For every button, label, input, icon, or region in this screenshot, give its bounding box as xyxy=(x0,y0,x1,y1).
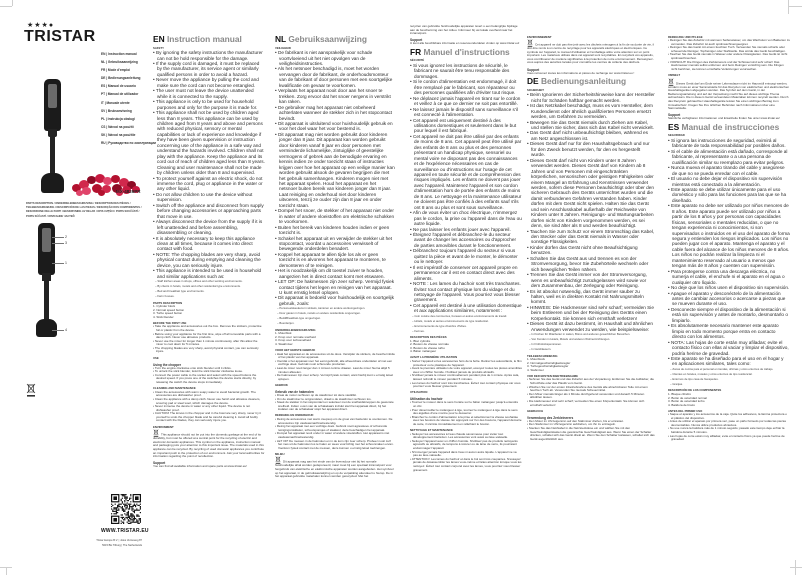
numbered-list xyxy=(153,305,265,319)
list-item: • HINWEIS: Die Hackmesser sind sehr scharf; vermeiden Sie beim Entleeren und bei der Reinigung des Geräts einen Körperkontakt. Sie können sich ernsthaft verletzen! xyxy=(527,305,655,321)
list-item: • El usuario no debe dejar el dispositivo sin supervisión mientras está conectado a la alimentación. xyxy=(668,176,790,187)
list-item: • Dieses Gerät darf nicht von Kindern unter 8 Jahren verwendet werden. Dieses Gerät darf von Kindern ab 8 Jahren und von Personen mit eingeschränkten körperlichen, sensorischen oder geistigen Fähigkeiten oder einem Mangel an Erfahrung und Kenntnissen verwendet werden, sofern diese Personen beaufsichtigt oder über den sicheren Gebrauch des Geräts unterrichtet wurden und die damit verbundenen Gefahren verstanden haben. Kinder dürfen mit dem Gerät nicht spielen. Halten Sie das Gerät und sein Anschlusskabel außerhalb der Reichweite von Kindern unter 8 Jahren. Reinigungs- und Wartungsarbeiten dürfen nicht von Kindern vorgenommen werden, es sei denn, sie sind älter als 8 und werden beaufsichtigt. xyxy=(527,158,655,229)
list-item: 1. Bloc cylindre xyxy=(410,338,431,343)
list-item: • Tauchen Sie das Gerät niemals in Wasser oder andere Flüssigkeiten. Das Gerät ist nicht spülmaschinenfest. xyxy=(668,53,790,60)
list-item: • CAUTION! The knives in the chopper and in the bowl are very sharp, never try it yourself to undo the chopper blade and be careful cleaning it. Avoid all bodily contact with the blades, they can seriously injure you. xyxy=(153,412,265,423)
section-heading: BEFORE THE FIRST USE xyxy=(153,320,187,325)
list-item: • Clean the appliance with a damp cloth. Never use harsh and abrasive cleaners, scouring pad or steel wool, which damages the device. xyxy=(153,398,265,405)
list-item: • NOTE: The chopping blades are very sharp, avoid physical contact during emptying and cleaning the device, you can seriously injure. xyxy=(153,252,265,268)
list-item: • Always disconnect the device from the supply if it is left unattended and before assembling, disassembling or cleaning. xyxy=(153,219,265,235)
parts-diagram-blender xyxy=(36,223,58,341)
logo-stars: ★★★● xyxy=(27,22,55,29)
crop-mark xyxy=(788,6,802,7)
title-text: Manuel d'instructions xyxy=(423,46,510,57)
section-heading: ONDERDELENBESCHRIJVING xyxy=(275,327,316,332)
list-item: • Cet appareil est uniquement destiné à des utilisations domestiques et seulement dans le but pour lequel il est fabriqué. xyxy=(410,118,522,134)
list-item: 1. Motorblock xyxy=(527,357,546,362)
section-heading: REINIGING EN ONDERHOUD xyxy=(275,413,314,418)
list-item: • Never immerse the device in water or any other liquid. The device is not dishwasher proof. xyxy=(153,405,265,412)
list-item: • Kinder dürfen das Gerät nicht ohne Beaufsichtigung benutzen. xyxy=(527,245,655,256)
company-address xyxy=(94,539,142,548)
bullet-list xyxy=(410,360,522,389)
bullet-list xyxy=(153,279,265,299)
bullet-list xyxy=(410,314,522,334)
list-item: • Este aparato se debe utilizar únicamente para el uso doméstico y sólo para las funciones para las que se ha diseñado. xyxy=(668,187,790,203)
list-item: • Turn the engine clockwise onto stick blender until it clicks. xyxy=(153,367,265,371)
list-item: • The user must not leave the device unattended while it is connected to the supply. xyxy=(153,88,265,99)
list-item: • Den Stabmixer im Uhrzeigersinn aufdrehen, um ihn zu entriegeln. xyxy=(527,423,655,427)
list-item: • Do not allow children to use the device without supervision. xyxy=(153,192,265,203)
weee-bin-icon xyxy=(26,383,36,397)
title-text: Manual de instrucciones xyxy=(681,121,780,132)
list-item: 4. Bâton mélangeur xyxy=(410,349,437,354)
callout-label: 2 xyxy=(65,235,67,239)
language-item: SK | Návod na použitie xyxy=(101,132,136,137)
list-item: • Ne déplacez jamais l'appareil en tirant sur le cordon et veillez à ce que ce dernier ne soit pas entortillé. xyxy=(410,96,522,107)
list-item: • If the supply cord is damaged, it must be replaced by the manufacturer, its service agent or similarly qualified persons in order to avoid a hazard. xyxy=(153,61,265,77)
section-heading: UTILISATION xyxy=(410,390,428,395)
list-item: • Cet appareil ne doit pas être utilisé par des enfants de moins de 8 ans. Cet appareil peut être utilisé par des enfants de 8 ans ou plus et des personnes présentant un handicap physique, sensoriel ou mental voire ne disposant pas des connaissances et de l'expérience nécessaires en cas de surveillance ou d'instructions sur l'usage de cet appareil en toute sécurité et de compréhension des risques impliqués. Les enfants ne doivent pas jouer avec l'appareil. Maintenez l'appareil et son cordon d'alimentation hors de portée des enfants de moins de 8 ans. Le nettoyage et la maintenance utilisateur ne doivent pas être confiés à des enfants sauf s'ils ont 8 ans ou plus et sont sous surveillance. xyxy=(410,134,522,210)
list-item: • Draai de motor rechtsom op de staafmixer tot deze vastklikt. xyxy=(275,394,395,398)
list-item: • Steek de stekker in het stopcontact en selecteer met de snelheidsknoppen de gewenste snelheid. Indien u één van de schakelaars indrukt start het apparaat direct, bij het loslaten van de schakelaar stopt het apparaat direct. xyxy=(275,401,395,412)
language-code: EN xyxy=(153,34,167,44)
paragraph: U kunt alle beschikbare informatie en reserveonderdelen vinden op www.tristar.eu! xyxy=(410,41,520,46)
list-item: • Beim Ignorieren der Sicherheitshinweise kann der Hersteller nicht für Schäden haftbar gemacht werden. xyxy=(527,92,655,103)
section-title xyxy=(275,34,395,44)
list-item: • Tauchen Sie zum Schutz vor einem Stromschlag das Kabel, den Stecker oder das Gerät niemals in Wasser oder sonstige Flüssigkeiten. xyxy=(527,229,655,245)
subheading: Gebruik van de hakmolen xyxy=(275,389,314,394)
list-item: 1. Bloque cilindro xyxy=(668,392,692,396)
list-item: • Reinig de accessoires met warm zeepsop om de groei van bacteriën te voorkomen. De accessoires zijn vaatwasmachinebestendig. xyxy=(275,418,395,425)
section-heading: ENVIRONMENT xyxy=(153,424,174,429)
list-item: 1. Cylinder block xyxy=(153,304,176,309)
list-item: – Bed and breakfast type environments. xyxy=(153,289,265,294)
section-heading: ENVIRONNEMENT xyxy=(527,34,552,39)
list-item: • VORSICHT! Die Klingen des Zerkleinerers und der Schüssel sind sehr scharf. Das Hackmesser niemals selbst entfernen und beim Reinigen vorsichtig sein. Die Klingen nicht berühren, sie können ernsthafte Verletzungen verursachen. xyxy=(668,61,790,72)
language-item: EN | Instruction manual xyxy=(101,52,137,56)
list-item: • The chopping blades are very sharp, avoid physical contact, you can seriously injure. xyxy=(153,347,265,354)
list-item: • Tournez le moteur dans le sens horaire sur le bâton mélangeur jusqu'à entendre un clic. xyxy=(410,401,522,408)
bullet-list xyxy=(527,332,655,352)
section-heading: DESCRIPCIÓN DE LOS COMPONENTES xyxy=(668,388,722,393)
list-item: – Fermes. xyxy=(410,329,522,334)
list-item: • De gebruiker mag het apparaat niet onbeheerd achterlaten wanneer de stekker zich in het stopcontact bevindt. xyxy=(275,105,395,121)
numbered-list xyxy=(410,340,522,354)
list-item: • Laat de mixer nooit langer dan 1 minuut continu draaien. Laat de mixer hierna altijd 5 minuten afkoelen. xyxy=(275,367,395,374)
list-item: – Zonas de cocina para el personal en tiendas, oficinas y otros entornos de trabajo. xyxy=(668,367,790,372)
list-item: – Farm houses. xyxy=(153,294,265,299)
bullet-list xyxy=(275,353,395,382)
list-item: – Boerderijen. xyxy=(275,321,395,326)
column-nl xyxy=(275,33,395,553)
section-heading: TEILEBESCHREIBUNG xyxy=(527,353,558,358)
language-item: IT | Manuale utente xyxy=(101,100,130,105)
list-item: • Nunca mueva el aparato tirando del cable y asegúrese de que no se pueda enredar con el cable. xyxy=(668,165,790,176)
title-text: Gebruiksaanwijzing xyxy=(288,34,367,44)
section-heading: SICHERHEIT xyxy=(527,87,544,92)
language-list xyxy=(101,50,157,147)
model-number: MX-4826PR xyxy=(116,189,141,194)
subheading: Support xyxy=(668,113,681,118)
section-heading: SÉCURITÉ xyxy=(410,58,425,63)
parts-description-heading: PARTS DESCRIPTION / ONDERDELENBESCHRIJVING / DESCRIPTION DES PIÈCES / TEILEBESCHREIBUNG / DESCRIPCIÓN DE LAS PIEZAS / DESCRIÇÃO DOS COMPONENTES / DESCRIZIONE DELLE PARTI / BESKRIVNING AV DELAR / OPIS CZĘŚCI / POPIS SOUČÁSTÍ / POPIS SÚČASTÍ / ОПИСАНИЕ ЧАСТЕЙ xyxy=(26,202,142,218)
list-item: – Coin cuisine des commerces, bureaux et autres environnements de travail. xyxy=(410,314,522,319)
subheading: Support xyxy=(153,461,166,466)
bullet-list xyxy=(275,50,395,306)
list-item: 4. Staafmixer xyxy=(275,341,293,346)
list-item: 2. Bouton de vitesse normale xyxy=(410,342,449,347)
list-item: • NOTE : Les lames du hachoir sont très tranchantes. Évitez tout contact physique lors du vidage et du nettoyage de l'appareil. Vous pourriez vous blesser gravement. xyxy=(410,281,522,303)
list-item: • LET OP: De hakmessen zijn zeer scherp. Vermijd fysiek contact tijdens het legen en reinigen van het apparaat. U kunt ernstig letsel oplopen. xyxy=(275,279,395,295)
list-item: – Door gasten in hotels, motels en andere residentiële omgevingen. xyxy=(275,311,395,316)
list-item: • Ne laissez jamais le dispositif sans surveillance s'il est connecté à l'alimentation. xyxy=(410,107,522,118)
list-item: • By ignoring the safety instructions the manufacturer can not be hold responsible for the damage. xyxy=(153,50,265,61)
subheading: Verwendung des Zerkleinerers xyxy=(527,415,574,420)
list-item: • This appliance shall not be used by children aged less than 8 years. This appliance can be used by children aged from 8 years and above and persons with reduced physical, sensory or mental capabilities or lack of experience and knowledge if they have been given supervision or instruction concerning use of the appliance in a safe way and understand the hazards involved. Children shall not play with the appliance. Keep the appliance and its cord out of reach of children aged less than 8 years. Cleaning and user maintenance shall not be made by children unless older than 8 and supervised. xyxy=(153,110,265,175)
language-item: NL | Gebruiksaanwijzing xyxy=(101,60,138,65)
environment-text: This appliance should not be put into the domestic garbage at the end of its durability, but must be offered at a central point for the recycling of electric and electronic domestic appliances. This symbol on the appliance, instruction manual and packaging puts your attention to this important issue. The materials used in this appliance can be recycled. By recycling of used domestic appliances you contribute an important push to the protection of our environment. Ask your local authorities for information regarding the point of recollection. xyxy=(153,429,265,459)
list-item: • Pour déverrouiller le mélangeur à tige, tournez le mélangeur à tige dans le sens des aiguilles d'une montre pour le desserrer. xyxy=(410,409,522,416)
column-es xyxy=(668,33,790,553)
address-line: 5015 BH Tilburg | The Netherlands xyxy=(102,543,142,547)
berry xyxy=(76,190,83,196)
list-item: • Het is noodzakelijk om dit toestel zuiver te houden, aangezien het in direct contact komt met etswaren. xyxy=(275,268,395,279)
list-item: • Dompel het snoer, de stekker of het apparaat niet onder in water of andere vloeistoffen om elektrische schokken te voorkomen. xyxy=(275,208,395,224)
list-item: • Die Hackmesser sind sehr scharf; vermeiden Sie einen Körperkontakt. Sie können sich ernsthaft verletzen! xyxy=(527,400,655,407)
list-item: • Bewegen Sie das Gerät niemals durch Ziehen am Kabel, und stellen Sie sicher, dass sich das Kabel nicht verwickelt. xyxy=(527,120,655,131)
list-item: • Trennen Sie das Gerät immer von der Stromversorgung, wenn es unbeaufsichtigt zurückgelassen wird sowie vor dem Zusammenbau, der Zerlegung oder Reinigung. xyxy=(527,272,655,288)
subheading: Support xyxy=(410,38,423,43)
list-item: • To protect yourself against an electric shock, do not immerse the cord, plug or appliance in the water or any other liquid. xyxy=(153,176,265,192)
section-title xyxy=(153,34,265,44)
bullet-list xyxy=(668,413,790,442)
list-item: • Dit apparaat is bedoeld voor huishoudelijk en soortgelijk gebruik, zoals: xyxy=(275,295,395,306)
list-item: • Branchez le cordon d'alimentation à la prise et sélectionnez la vitesse souhaitée avec les boutons de vitesse. En appuyant sur l'un des boutons, l'appareil démarre de suite, il s'arrête immédiatement en relâchant le bouton. xyxy=(410,416,522,427)
list-item: • Débranchez toujours l'appareil du secteur si vous quittez la pièce et avant de le monter, le démonter ou le nettoyer. xyxy=(410,248,522,264)
list-item: 1. Motorblok xyxy=(275,331,292,336)
list-item: – Bed&Breakfast-type omgevingen. xyxy=(275,316,395,321)
list-item: • Als het netsnoer beschadigd is, moet het worden vervangen door de fabrikant, de onderhoudsmonteur van de fabrikant of door personen met een soortgelijke kwalificatie om gevaar te voorkomen. xyxy=(275,66,395,88)
list-item: • No deje que los niños usen el dispositivo sin supervisión. xyxy=(668,285,790,290)
list-item: • Ne pas laisser les enfants jouer avec l'appareil. xyxy=(410,227,522,232)
list-item: – Personeelskeukens in winkels, kantoren en andere werkomgevingen. xyxy=(275,306,395,311)
list-item: • Nettoyez l'appareil avec un chiffon humide. N'utilisez pas de produits nettoyants agressifs ou abrasifs, de tampons à récurer ou de laine de verre, ils pourraient endommager l'appareil. xyxy=(410,440,522,451)
bullet-list xyxy=(153,391,265,423)
brand-name: TRISTAR xyxy=(24,28,96,45)
subheading: Using the chopper xyxy=(153,362,181,367)
list-item: • Avant la première utilisation de votre appareil, essuyez toutes les pièces amovibles avec un chiffon humide. N'utilisez jamais de produits abrasifs. xyxy=(410,367,522,374)
language-code: NL xyxy=(275,34,289,44)
crop-mark xyxy=(0,6,12,7)
section-heading: DESCRIPTION DES PIÈCES xyxy=(410,335,447,340)
callout-label: 4 xyxy=(65,328,67,332)
title-text: Instruction manual xyxy=(166,34,242,44)
weee-bin-icon xyxy=(668,78,674,86)
list-item: • Before using your appliance for the first time, wipe off all removable parts with a damp cloth. Never use abrasive products. xyxy=(153,333,265,340)
list-item: • Buiten het bereik van kinderen houden indien er geen toezicht is. xyxy=(275,225,395,236)
paragraph: Vous retrouvez toutes les informations et pièces de rechange sur www.tristar.eu ! xyxy=(527,70,635,75)
environment-text: Cet appareil ne doit pas être jeté avec les déchets ménagers à la fin de sa durée de vie, il doit être remis à un centre de recyclage pour les appareils électriques et électroniques. Ce symbole sur l'appareil, le manuel d'utilisation et l'emballage attire votre attention sur un point important. Les matériaux utilisés dans cet appareil sont recyclables. En recyclant vos appareils, vous contribuerez de manière significative à la protection de notre environnement. Renseignez-vous auprès des autorités locales pour connaître les centres de collecte des déchets. xyxy=(527,39,655,65)
list-item: • Koppel het apparaat te allen tijde los als er geen toezicht is en alvorens het apparaat te monteren, te demonteren of te reinigen. xyxy=(275,252,395,268)
list-item: • Switch off the appliance and disconnect from supply before changing accessories or approaching parts that move in use. xyxy=(153,203,265,219)
list-item: • Connect the power cable to the socket and select with the speed buttons the desired speed. If you press one of the switches the device starts directly, by releasing the switch the device stops immediately. xyxy=(153,374,265,385)
list-item: 3. Botón de velocidad turbo xyxy=(668,399,705,403)
bullet-list xyxy=(668,367,790,387)
berry xyxy=(82,187,91,195)
list-item: • Dompel het apparaat nooit onder in water of andere vloeistoffen. Het apparaat is niet vaatwasmachinebestendig. xyxy=(275,432,395,439)
list-item: • Saque el aparato y los accesorios de la caja. Quite los adhesivos, la lámina protectora o el plástico del dispositivo. xyxy=(668,413,790,420)
list-item: – Hôtels, motels et autres environnements de type résidentiel. xyxy=(410,319,522,324)
bullet-list xyxy=(153,325,265,354)
list-item: • Schakel het apparaat uit en verwijder de stekker uit het stopcontact, voordat u accessoires verwisselt of bewegende onderdelen benadert. xyxy=(275,236,395,252)
list-item: • Om de staafmixer te ontgrendelen, draait u de staafmixer rechtsom los. xyxy=(275,398,395,402)
section-heading: AVANT LA PREMIÈRE UTILISATION xyxy=(410,355,458,360)
section-heading: SAFETY xyxy=(153,45,165,50)
paragraph: Sämtliche verfügbaren Informationen und Ersatzteile finden Sie unter www.tristar.eu! xyxy=(668,116,781,121)
list-item: – Von Kunden in Hotels, Motels und anderen Wohneinrichtungen. xyxy=(527,337,655,342)
list-item: • Si vous ignorez les instructions de sécurité, le fabricant ne saurait être tenu responsable des dommages. xyxy=(410,63,522,79)
list-item: • NOTA: Las hojas de corte están muy afiladas; evite el contacto físico con ellas al vaciar y limpiar el dispositivo, podría herirse de gravedad. xyxy=(668,340,790,356)
list-item: • Dieses Gerät ist dazu bestimmt, im Haushalt und ähnlichen Anwendungen verwendet zu werden, wie beispielsweise: xyxy=(527,321,655,332)
list-item: • Ist das Netzkabel beschädigt, muss es vom Hersteller, dem Kundendienst oder ähnlich qualifizierten Personen ersetzt werden, um Gefahren zu vermeiden. xyxy=(527,103,655,119)
product-image-blender xyxy=(40,79,66,197)
list-item: • Desconecte siempre el dispositivo de la alimentación si está sin supervisión y antes de montarlo, desmontarlo o limpiarlo. xyxy=(668,307,790,323)
list-item: • Verplaats het apparaat nooit door aan het snoer te trekken. Zorg ervoor dat het snoer nergens in verstrikt kan raken. xyxy=(275,88,395,104)
list-item: • N'immergez jamais l'appareil dans l'eau ni aucun autre liquide. L'appareil ne va pas au lave-vaisselle. xyxy=(410,451,522,458)
bullet-list xyxy=(410,63,522,314)
list-item: • It is absolutely necessary to keep this appliance clean at all times, because it comes into direct contact with food. xyxy=(153,236,265,252)
list-item: 2. Normalgeschwindigkeitsregler xyxy=(527,360,571,365)
crop-mark xyxy=(12,0,13,6)
environment-text: Dieses Gerät darf am Ende seiner Lebensdauer nicht im Hausmüll entsorgt werden, sondern muss an einer Sammelstelle für das Recyclen von elektrischen und elektronischen Haushaltsgeräten abgegeben werden. Das Symbol auf dem Gerät, in der Bedienungsanleitung und auf der Verpackung macht Sie auf dieses wichtige Thema aufmerksam. Die in diesem Gerät verwendeten Materialien können recycelt werden. Durch das Recyceln gebrauchter Haushaltsgeräte leisten Sie einen wichtigen Beitrag zum Umweltschutz. Fragen Sie Ihre örtlichen Behörden nach Informationen über eine Sammelstelle. xyxy=(668,78,790,111)
list-item: • Never move the appliance by pulling the cord and make sure the cord can not become entangled. xyxy=(153,77,265,88)
language-item: ES | Manual de usuario xyxy=(101,84,136,89)
list-item: – By clients in hotels, motels and other residential type environments. xyxy=(153,284,265,289)
weee-bin-icon xyxy=(275,456,281,464)
bullet-list xyxy=(527,420,655,442)
list-item: • Nettoyez les accessoires à l'eau chaude savonneuse pour éviter tout développement bactérien. Les accessoires vont aussi au lave-vaisselle. xyxy=(410,433,522,440)
list-item: • Las hojas de corte están muy afiladas; evite el contacto físico ya que puede herirse de gravedad. xyxy=(668,435,790,442)
list-item: – Granjas. xyxy=(668,382,790,387)
list-item: 2. Normal speed button xyxy=(153,307,185,312)
bullet-list xyxy=(153,50,265,279)
section-heading: MILIEU xyxy=(275,451,285,456)
list-item: – In Küchen für Mitarbeiter in Läden, Büros und anderen gewerblichen Bereichen. xyxy=(527,332,655,337)
list-item: • Voordat u het apparaat voor het eerst gebruikt, alle afneembare onderdelen af met een vochtige doek. Gebruik nooit schurende producten. xyxy=(275,360,395,367)
column-de xyxy=(527,33,655,553)
section-title xyxy=(668,122,790,132)
list-item: • This appliance is intended to be used in household and similar applications such as: xyxy=(153,268,265,279)
list-item: • Il est impératif de conserver cet appareil propre en permanence car il est en contact direct avec des aliments. xyxy=(410,265,522,281)
paragraph: recyclen van gebruikte huishoudelijke apparaten levert u een belangrijke bijdrage aan de bescherming van het milieu. Informeer bij uw lokale overheid naar het inzamelpunt. xyxy=(410,25,518,36)
list-item: • De hakmessen zijn zeer scherp. Vermijd fysiek contact, want hierbij kunt u ernstig letsel oplopen. xyxy=(275,374,395,381)
list-item: • Antes de utilizar el aparato por primera vez, pase un paño húmedo por todas las piezas desmontables. Nunca utilice productos abrasivos. xyxy=(668,420,790,427)
language-item: CS | Návod na použití xyxy=(101,124,134,129)
list-item: 2. Botón de velocidad normal xyxy=(668,395,707,400)
list-item: • Dit apparaat is uitsluitend voor huishoudelijk gebruik en voor het doel waar het voor bestemd is. xyxy=(275,121,395,132)
section-heading: UMWELT xyxy=(668,72,681,77)
list-item: • Nehmen Sie das Gerät und das Zubehör aus der Verpackung. Entfernen Sie die Aufkleber, die Schutzfolie oder das Plastik vom Gerät. xyxy=(527,378,655,385)
crop-mark xyxy=(790,567,802,568)
list-item: • Take the appliance and accessories out the box. Remove the stickers, protective foil or plastic from the device. xyxy=(153,325,265,332)
address-line: Tristar Europe B.V. | Jules Verneweg 87 xyxy=(96,539,142,542)
list-item: 2. Knop voor normale snelheid xyxy=(275,334,316,339)
callout-label: 1 xyxy=(65,261,67,265)
list-item: – Staff kitchen areas in shops, offices and other working environments. xyxy=(153,279,265,284)
callout-label: 3 xyxy=(65,241,67,245)
list-item: 4. Stabmixer xyxy=(527,367,544,372)
language-code: FR xyxy=(410,46,424,57)
list-item: 4. Batidora de brazo xyxy=(668,402,696,407)
list-item: • De fabrikant is niet aansprakelijk voor schade voortvloeiend uit het niet opvolgen van de veiligheidsinstructies. xyxy=(275,50,395,66)
list-item: • Es absolutamente necesario mantener este aparato limpio en todo momento porque entra en contacto directo con los alimentos. xyxy=(668,323,790,339)
subheading: Support xyxy=(527,67,540,72)
bullet-list xyxy=(668,39,790,71)
list-item: 3. Knop voor turbosnelheid xyxy=(275,338,311,343)
numbered-list xyxy=(275,332,395,346)
list-item: • Dit apparaat mag niet worden gebruikt door kinderen jonger dan 8 jaar. Dit apparaat kan worden gebruikt door kinderen vanaf 8 jaar en door personen met verminderde lichamelijke, zintuiglijke of geestelijke vermogens of gebrek aan de benodigde ervaring en kennis indien ze onder toezicht staan of instructies krijgen over hoe het apparaat op een veilige manier kan worden gebruikt alsook de gevaren begrijpen die met het gebruik samenhangen. Kinderen mogen niet met het apparaat spelen. Houd het apparaat en het netsnoer buiten bereik van kinderen jonger dan 8 jaar. Laat reiniging en onderhoud niet door kinderen uitvoeren, tenzij ze ouder zijn dan 8 jaar en onder toezicht staan. xyxy=(275,132,395,208)
numbered-list xyxy=(668,393,790,407)
environment-text: Dit apparaat mag aan het einde van de levensduur niet bij het normale huishoudelijke afval worden gedeponeerd, maar moet bij een speciaal inzamelpunt voor hergebruik van elektrische en elektronische apparaten worden aangeboden. Het symbool op het apparaat, in de gebruiksaanwijzing en op de verpakking attendeert u hierop. De in het apparaat gebruikte materialen kunnen worden gerecycled. Met het xyxy=(275,456,395,478)
bullet-list xyxy=(153,367,265,385)
list-item: • Wischen Sie vor der ersten Inbetriebnahme des Geräts alle abnehmbaren Teile mit einem feuchten Tuch ab. Verwenden Sie niemals Scheuermittel. xyxy=(527,386,655,393)
numbered-list xyxy=(527,358,655,372)
list-item: – Clientes en hoteles, moteles y otros entornos de tipo residencial. xyxy=(668,372,790,377)
list-item: • Reinigen Sie das Gerät mit einem feuchten Tuch. Verwenden Sie niemals scharfe oder scheuernde Reiniger, Topfreiniger oder Stahlwolle. Das würde das Gerät beschädigen. xyxy=(668,46,790,53)
language-item: PT | Manual de utilizador xyxy=(101,92,139,97)
berry xyxy=(98,190,105,196)
weee-bin-icon xyxy=(153,429,159,437)
list-item: • Si el cable de alimentación está dañado, corresponde al fabricante, al representante o a una persona de cualificación similar su reemplazo para evitar peligros. xyxy=(668,149,790,165)
section-heading: SEGURIDAD xyxy=(668,133,685,138)
list-item: • Schalten Sie das Gerät aus und trennen es von der Stromversorgung, bevor Sie Zubehörteile wechseln oder sich beweglichen Teilen nähern. xyxy=(527,256,655,272)
list-item: • Éteignez l'appareil et débranchez-le du secteur avant de changer les accessoires ou d'approcher de parties amovibles durant le fonctionnement. xyxy=(410,232,522,248)
section-heading: REINIGUNG UND PFLEGE xyxy=(668,34,703,39)
language-item: RU | Руководство по эксплуатации xyxy=(101,141,157,146)
section-heading: VOR DER ERSTEN INBETRIEBNAHME xyxy=(527,373,578,378)
list-item: • Este aparato no debe ser utilizado por niños menores de 8 años. Este aparato puede ser utilizado por niños a partir de los 8 años y por personas con capacidades físicas, sensoriales o mentales reducidas, o que no tengan experiencia ni conocimientos, si son supervisados o instruidos en el uso del aparato de forma segura y entienden los riesgos implicados. Los niños no pueden jugar con el aparato. Mantenga el aparato y el cable fuera del alcance de los niños menores de 8 años. Los niños no podrán realizar la limpieza ni el mantenimiento reservado al usuario a menos que tengan más de 8 años y cuenten con supervisión. xyxy=(668,203,790,268)
language-item: DE | Bedienungsanleitung xyxy=(101,76,141,81)
website-link[interactable]: WWW.TRISTAR.EU xyxy=(101,528,149,534)
list-item: • ATTENTION ! Les lames du hachoir et dans le bol sont très coupantes. N'essayez jamais de désassembler les lames vous-même et faites attention lorsque vous les nettoyez. Évitez tout contact corporel avec les lames, vous pourriez vous blesser gravement. xyxy=(410,458,522,472)
list-item: – In Gutshäusern. xyxy=(527,347,655,352)
section-heading: PARTS DESCRIPTION xyxy=(153,300,183,305)
list-item: • LET OP! De messen in de hakmolen en in de kom zijn zeer scherp. Probeer nooit zelf het mes uit de hakmolen los te halen en wees voorzichtig met het schoonmaken ervan. Voorkom fysiek contact met de messen, deze kunnen u ernstig letsel toebrengen. xyxy=(275,440,395,451)
list-item: • Si le cordon d'alimentation est endommagé, il doit être remplacé par le fabricant, son réparateur ou des personnes qualifiées afin d'éviter tout risque. xyxy=(410,79,522,95)
list-item: 3. Bouton de vitesse turbo xyxy=(410,345,445,350)
section-heading: CLEANING AND MAINTENANCE xyxy=(153,386,196,391)
tristar-logo xyxy=(24,22,100,45)
list-item: • Den Mixer niemals länger als 1 Minute durchgehend verwenden und danach 5 Minuten abkühlen lassen. xyxy=(527,393,655,400)
list-item: 4. Stick blender xyxy=(153,314,174,319)
list-item: • Es ist absolut notwendig, das Gerät immer sauber zu halten, weil es in direkten Kontakt mit Nahrungsmitteln kommt. xyxy=(527,289,655,305)
list-item: • Clean the accessories with warm soapy water to avoid bacterial growth. The accessories are dishwasher proof. xyxy=(153,391,265,398)
list-item: – In Frühstückspensionen. xyxy=(527,342,655,347)
bullet-list xyxy=(527,378,655,407)
paragraph: You can find all available information and spare parts at www.tristar.eu! xyxy=(153,464,247,469)
list-item: – Environnements de type chambre d'hôtes. xyxy=(410,324,522,329)
list-item: • Si ignora las instrucciones de seguridad, eximirá al fabricante de toda responsabilidad por posibles daños. xyxy=(668,138,790,149)
list-item: 3. Turbogeschwindigkeitsregler xyxy=(527,364,569,369)
title-text: Bedienungsanleitung xyxy=(540,76,627,87)
list-item: • Stecken Sie das Netzkabel in die Netzsteckdose ein und wählen Sie mit den Geschwindigkeitstasten die gewünschte Geschwindigkeit aus. Wenn Sie einen der Schalter drücken, schaltet sich das Gerät direkt an. Wenn Sie den Schalter loslassen, schaltet sich das Gerät augenblicklich aus. xyxy=(527,427,655,441)
section-heading: NETTOYAGE ET MAINTENANCE xyxy=(410,428,453,432)
bullet-list xyxy=(275,418,395,450)
list-item: • Cet appareil est destiné à une utilisation domestique et aux applications similaires, notamment : xyxy=(410,303,522,314)
list-item: • This appliance is only to be used for household purposes and only for the purpose it is made for. xyxy=(153,99,265,110)
crop-mark xyxy=(788,0,789,14)
list-item: • Haal het apparaat en de accessoires uit de doos. Verwijder de stickers, de beschermfolie of het plastic van het apparaat. xyxy=(275,353,395,360)
list-item: • Den Motor im Uhrzeigersinn auf den Stabmixer drehen, bis er einrastet. xyxy=(527,420,655,424)
list-item: • Este aparato se ha diseñado para el uso en el hogar y en aplicaciones similares, tales como: xyxy=(668,356,790,367)
list-item: • Never use the mixer for longer than 1 minute continuously, after this allow the mixer to cool down for 5 minutes. xyxy=(153,340,265,347)
section-heading: USE xyxy=(153,355,159,360)
bullet-list xyxy=(275,306,395,326)
section-title xyxy=(527,76,655,86)
section-title xyxy=(410,47,522,57)
language-code: ES xyxy=(668,121,682,132)
section-heading: VEILIGHEID xyxy=(275,45,291,50)
list-item: • Sortez l'appareil et les accessoires hors de la boîte. Retirez les autocollants, le film protecteur ou le plastique de l'appareil. xyxy=(410,360,522,367)
list-item: • No use nunca la batidora más de 1 minuto seguido; pasado este tiempo deje enfriar la batidora durante 5 minutos. xyxy=(668,427,790,434)
subheading: Utilisation du hachoir xyxy=(410,397,443,402)
language-item: SV | Bruksanvisning xyxy=(101,108,132,113)
list-item: • Apague el aparato y desconéctelo de la alimentación antes de cambiar accesorios o acercarse a piezas que se mueven durante el uso. xyxy=(668,291,790,307)
weee-bin-icon xyxy=(527,39,533,47)
crop-mark xyxy=(795,560,796,575)
list-item: • Dieses Gerät darf nur für den Haushaltsgebrauch und nur für den Zweck benutzt werden, für den es hergestellt wurde. xyxy=(527,141,655,157)
section-heading: GEBRUIK xyxy=(275,382,288,387)
list-item: • To unlock the stick blender, twist the stick blender clockwise loose. xyxy=(153,370,265,374)
language-item: PL | Instrukcja obsługi xyxy=(101,116,135,121)
list-item: • Reinig het apparaat met een vochtige doek. Gebruik nooit agressieve of schurende reinigingsmiddelen, schuursponsjes of staalwol, deze beschadigen het apparaat. xyxy=(275,425,395,432)
bullet-list xyxy=(527,92,655,332)
section-heading: VOOR HET EERSTE GEBRUIK xyxy=(275,347,316,352)
qr-code[interactable] xyxy=(111,494,141,524)
list-item: • Les lames du hachoir sont très tranchantes. Évitez tout contact physique car vous pourriez vous blesser gravement. xyxy=(410,382,522,389)
column-fr xyxy=(410,25,522,555)
section-heading: GEBRAUCH xyxy=(527,408,544,413)
bullet-list xyxy=(410,401,522,426)
crop-mark xyxy=(6,567,7,575)
list-item: • Para protegerse contra una descarga eléctrica, no sumerja el cable, el enchufe ni el aparato en el agua o cualquier otro líquido. xyxy=(668,269,790,285)
bullet-list xyxy=(668,138,790,367)
bullet-list xyxy=(410,433,522,473)
list-item: • N'utilisez jamais le mixeur continuellement pendant plus de 1 minute. Après cela, laissez refroidir le mixeur pendant 5 minutes. xyxy=(410,374,522,381)
list-item: • Afin de vous éviter un choc électrique, n'immergez pas le cordon, la prise ou l'appareil dans de l'eau ou autre liquide. xyxy=(410,210,522,226)
column-en xyxy=(153,33,265,553)
list-item: • Reinigen Sie das Zubehör mit warmem Seifenwasser, um das Wachstum von Bakterien zu vermeiden. Das Zubehör ist auch spülmaschinengeeignet. xyxy=(668,39,790,46)
language-item: FR | Mode d'emploi xyxy=(101,68,131,73)
bullet-list xyxy=(275,394,395,412)
list-item: – Entornos de tipo casa de huéspedes. xyxy=(668,377,790,382)
section-heading: ANTES DEL PRIMER USO xyxy=(668,408,703,413)
language-code: DE xyxy=(527,76,541,87)
list-item: 3. Turbo speed button xyxy=(153,311,183,316)
list-item: • Das Gerät darf nicht unbeaufsichtigt bleiben, während es am Netz angeschlossen ist. xyxy=(527,130,655,141)
